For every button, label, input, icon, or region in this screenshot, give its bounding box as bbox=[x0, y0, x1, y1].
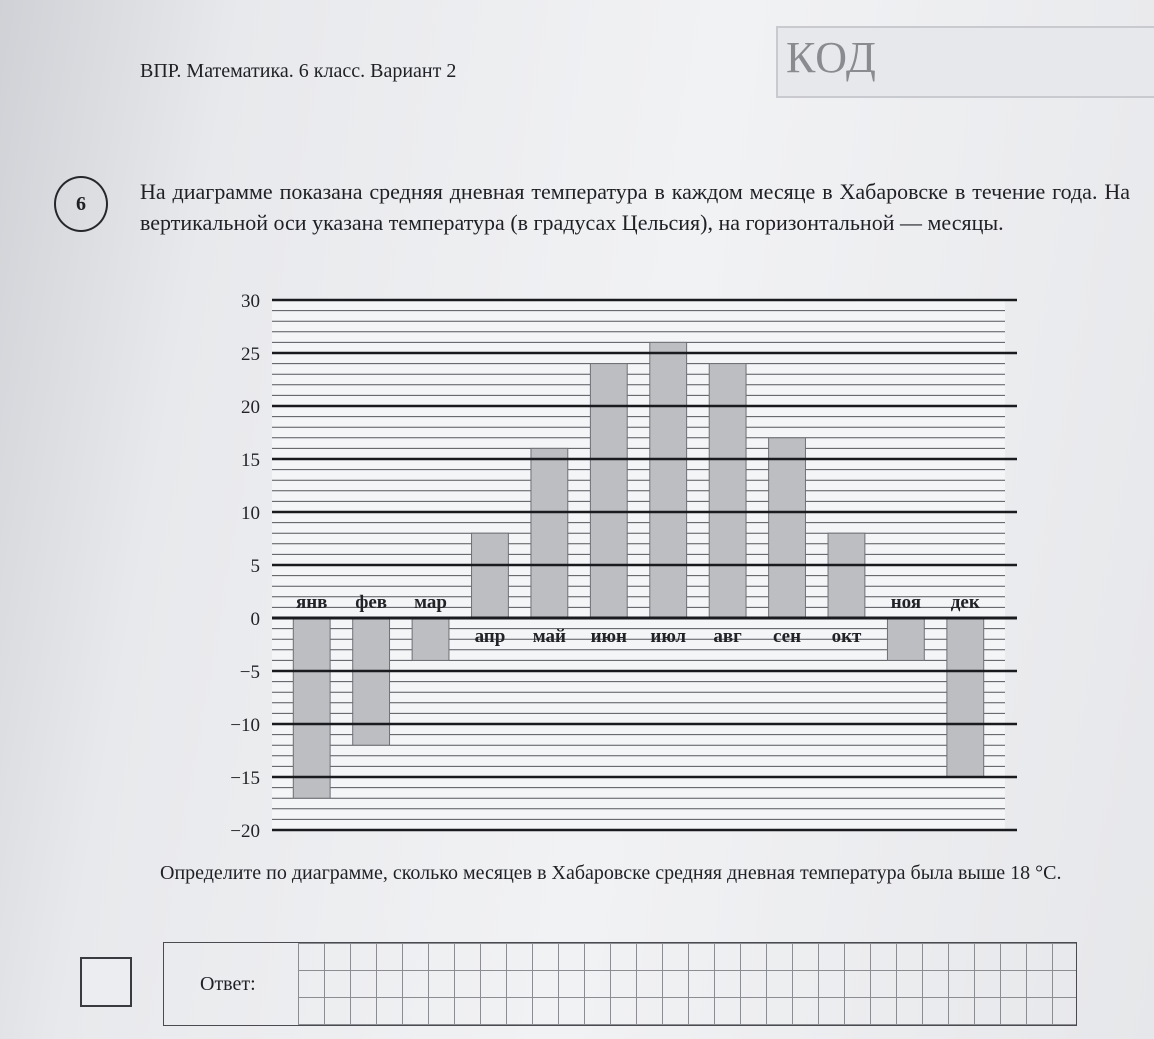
y-tick-label: 25 bbox=[241, 344, 260, 365]
y-tick-label: −20 bbox=[230, 821, 260, 842]
bar-авг bbox=[709, 364, 746, 618]
category-label-май: май bbox=[532, 626, 567, 647]
bar-ноя bbox=[887, 618, 924, 660]
category-label-дек: дек bbox=[950, 592, 980, 613]
code-stamp bbox=[776, 26, 1154, 98]
category-label-апр: апр bbox=[474, 626, 506, 647]
category-label-фев: фев bbox=[355, 592, 388, 613]
answer-area bbox=[163, 942, 1077, 1026]
category-label-июл: июл bbox=[650, 626, 687, 647]
y-tick-label: 20 bbox=[241, 397, 260, 418]
category-label-окт: окт bbox=[831, 626, 862, 647]
bar-окт bbox=[828, 533, 865, 618]
temperature-bar-chart bbox=[230, 285, 1030, 845]
task-description: На диаграмме показана средняя дневная температура в каждом месяце в Хабаровске в течение года. На вертикальной оси указана температура (в градусах Цельсия), на горизонтальной — месяцы. bbox=[140, 179, 1130, 235]
y-tick-label: −5 bbox=[239, 662, 260, 683]
category-label-янв: янв bbox=[295, 592, 328, 613]
y-tick-label: 15 bbox=[241, 450, 260, 471]
category-label-июн: июн bbox=[590, 626, 628, 647]
category-label-сен: сен bbox=[773, 626, 802, 647]
task-number-badge: 6 bbox=[54, 176, 108, 232]
bar-мар bbox=[412, 618, 449, 660]
y-tick-label: −15 bbox=[230, 768, 260, 789]
y-tick-label: 30 bbox=[241, 291, 260, 312]
category-label-ноя: ноя bbox=[890, 592, 922, 613]
bar-дек bbox=[947, 618, 984, 777]
y-tick-label: 10 bbox=[241, 503, 260, 524]
task-question: Определите по диаграмме, сколько месяцев в Хабаровске средняя дневная температура была выше 18 °C. bbox=[160, 862, 1062, 884]
answer-grid-input[interactable] bbox=[298, 943, 1076, 1025]
answer-label: Ответ: bbox=[200, 973, 256, 995]
bar-сен bbox=[769, 438, 806, 618]
y-tick-label: −10 bbox=[230, 715, 260, 736]
bar-июн bbox=[590, 364, 627, 618]
page-header-title: ВПР. Математика. 6 класс. Вариант 2 bbox=[140, 60, 457, 82]
category-label-мар: мар bbox=[414, 592, 447, 613]
y-tick-label: 5 bbox=[250, 556, 260, 577]
score-box bbox=[80, 957, 132, 1007]
bar-май bbox=[531, 448, 568, 618]
bar-июл bbox=[650, 342, 687, 618]
bar-фев bbox=[353, 618, 390, 745]
y-tick-label: 0 bbox=[250, 609, 260, 630]
code-label: КОД bbox=[786, 33, 877, 82]
bar-апр bbox=[472, 533, 509, 618]
category-label-авг: авг bbox=[713, 626, 742, 647]
bar-янв bbox=[293, 618, 330, 798]
